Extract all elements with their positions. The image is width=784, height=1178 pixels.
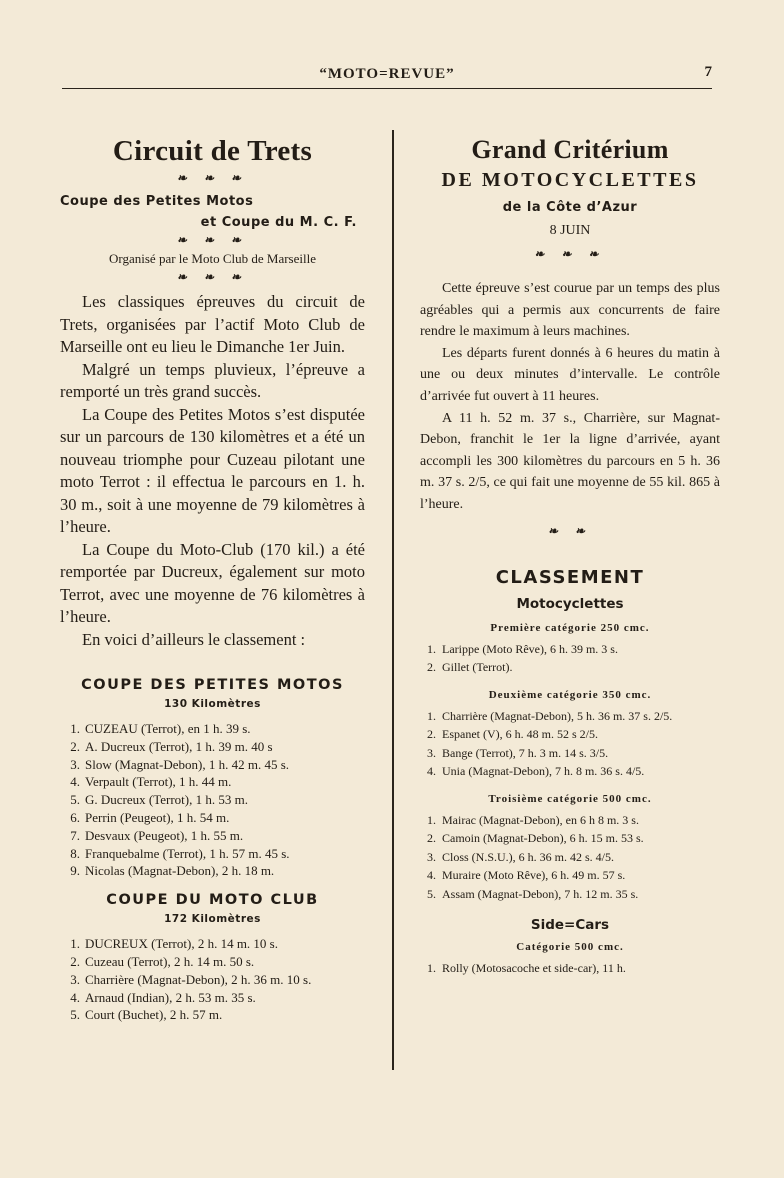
ornament: ❧ ❧ ❧ <box>176 171 249 185</box>
organiser-line: Organisé par le Moto Club de Marseille <box>109 251 316 266</box>
result-row: 3. Bange (Terrot), 7 h. 3 m. 14 s. 3/5. <box>427 745 609 760</box>
result-row: 4. Arnaud (Indian), 2 h. 53 m. 35 s. <box>70 989 256 1005</box>
paragraph: A 11 h. 52 m. 37 s., Charrière, sur Magnat-Debon, franchit le 1er la ligne d’arrivée, ayant accompli les 300 kilomètres du parcours en 5 h. 36 m. 37 s. 2/5, ce qui fait une moyenne de 55 kil. 865 à l’heure. <box>420 410 720 512</box>
article-subtitle-2: et Coupe du M. C. F. <box>200 215 357 230</box>
paragraph: En voici d’ailleurs le classement : <box>82 629 306 649</box>
article-circuit-de-trets <box>60 125 365 1024</box>
result-row: 5. Assam (Magnat-Debon), 7 h. 12 m. 35 s. <box>427 886 639 901</box>
article-title: Grand Critérium <box>471 135 669 164</box>
paragraph: La Coupe des Petites Motos s’est disputée sur un parcours de 130 kilomètres et a été un nouveau triomphe pour Cuzeau pilotant une moto Terrot : il effectua le parcours en 1. h. 30 m., soit à une moyenne de 79 kilomètres à l’heure. <box>60 404 365 536</box>
results-moto-club <box>60 892 365 1024</box>
result-row: 9. Nicolas (Magnat-Debon), 2 h. 18 m. <box>70 863 275 879</box>
result-row: 1. Larippe (Moto Rêve), 6 h. 39 m. 3 s. <box>427 641 618 656</box>
sidecars-block <box>420 917 720 978</box>
region-line: de la Côte d’Azur <box>502 200 638 215</box>
result-row: 8. Franquebalme (Terrot), 1 h. 57 m. 45 s. <box>70 845 290 861</box>
results-petites-motos <box>60 677 365 880</box>
result-row: 3. Slow (Magnat-Debon), 1 h. 42 m. 45 s. <box>70 756 290 772</box>
ornament: ❧ ❧ ❧ <box>176 233 249 247</box>
event-date: 8 JUIN <box>549 223 591 238</box>
paragraph: Les classiques épreuves du circuit de Trets, organisées par l’actif Moto Club de Marseille ont eu lieu le Dimanche 1er Juin. <box>60 292 365 356</box>
article-subtitle: DE MOTOCYCLETTES <box>441 169 699 191</box>
result-row: 4. Unia (Magnat-Debon), 7 h. 8 m. 36 s. 4/5. <box>427 764 645 779</box>
result-row: 1. CUZEAU (Terrot), en 1 h. 39 s. <box>70 721 251 736</box>
category-label: Catégorie 500 cmc. <box>516 941 624 954</box>
running-header <box>62 62 712 89</box>
result-row: 2. Gillet (Terrot). <box>427 660 513 675</box>
section-subheading: Motocyclettes <box>516 595 624 612</box>
article-subtitle: Coupe des Petites Motos <box>60 194 254 209</box>
result-row: 2. Espanet (V), 6 h. 48 m. 52 s 2/5. <box>427 727 598 742</box>
article-title: Circuit de Trets <box>112 135 313 167</box>
result-row: 1. Mairac (Magnat-Debon), en 6 h 8 m. 3 s. <box>427 812 639 827</box>
page-number: 7 <box>704 64 712 80</box>
journal-title: “MOTO=REVUE” <box>319 66 455 82</box>
result-row: 4. Verpault (Terrot), 1 h. 44 m. <box>70 774 232 790</box>
result-row: 5. Court (Buchet), 2 h. 57 m. <box>70 1007 223 1023</box>
section-heading: COUPE DU MOTO CLUB <box>106 892 319 909</box>
category-label: Première catégorie 250 cmc. <box>490 621 650 634</box>
ornament: ❧ ❧ ❧ <box>176 270 249 284</box>
result-row: 5. G. Ducreux (Terrot), 1 h. 53 m. <box>70 792 248 808</box>
result-row: 2. A. Ducreux (Terrot), 1 h. 39 m. 40 s <box>70 738 273 754</box>
section-distance: 172 Kilomètres <box>164 913 261 926</box>
category-block <box>420 689 720 781</box>
paragraph: Malgré un temps pluvieux, l’épreuve a remporté un très grand succès. <box>60 359 365 401</box>
result-row: 1. Charrière (Magnat-Debon), 5 h. 36 m. 37 s. 2/5. <box>427 708 673 723</box>
result-row: 1. Rolly (Motosacoche et side-car), 11 h. <box>427 961 626 976</box>
category-block <box>420 622 720 677</box>
section-distance: 130 Kilomètres <box>164 698 261 710</box>
column-divider <box>392 130 394 1070</box>
category-block <box>420 793 720 904</box>
result-row: 2. Cuzeau (Terrot), 2 h. 14 m. 50 s. <box>70 953 255 969</box>
category-label: Troisième catégorie 500 cmc. <box>488 792 652 805</box>
ornament: ❧ ❧ <box>547 523 593 538</box>
ornament: ❧ ❧ ❧ <box>534 247 606 261</box>
article-grand-criterium <box>420 125 720 978</box>
paragraph: La Coupe du Moto-Club (170 kil.) a été remportée par Ducreux, également sur moto Terrot, avec une moyenne de 76 kilomètres à l’heure. <box>60 539 365 626</box>
result-row: 2. Camoin (Magnat-Debon), 6 h. 15 m. 53 s. <box>427 831 644 846</box>
result-row: 7. Desvaux (Peugeot), 1 h. 55 m. <box>70 827 244 843</box>
classement-section <box>420 567 720 978</box>
paragraph: Les départs furent donnés à 6 heures du matin à une ou deux minutes d’intervalle. Le contrôle d’arrivée fut ouvert à 11 heures. <box>420 345 720 404</box>
article-body <box>420 278 720 516</box>
article-body <box>60 291 365 651</box>
section-subheading: Side=Cars <box>530 917 610 934</box>
result-row: 6. Perrin (Peugeot), 1 h. 54 m. <box>70 809 230 825</box>
paragraph: Cette épreuve s’est courue par un temps des plus agréables qui a permis aux concurrents de faire rendre le maximum à leurs machines. <box>420 281 720 340</box>
result-row: 3. Closs (N.S.U.), 6 h. 36 m. 42 s. 4/5. <box>427 849 615 864</box>
category-label: Deuxième catégorie 350 cmc. <box>488 688 652 701</box>
result-row: 4. Muraire (Moto Rêve), 6 h. 49 m. 57 s. <box>427 868 626 883</box>
section-heading: COUPE DES PETITES MOTOS <box>81 677 344 693</box>
section-heading: CLASSEMENT <box>495 566 645 588</box>
result-row: 1. DUCREUX (Terrot), 2 h. 14 m. 10 s. <box>70 936 278 952</box>
result-row: 3. Charrière (Magnat-Debon), 2 h. 36 m. 10 s. <box>70 971 312 987</box>
